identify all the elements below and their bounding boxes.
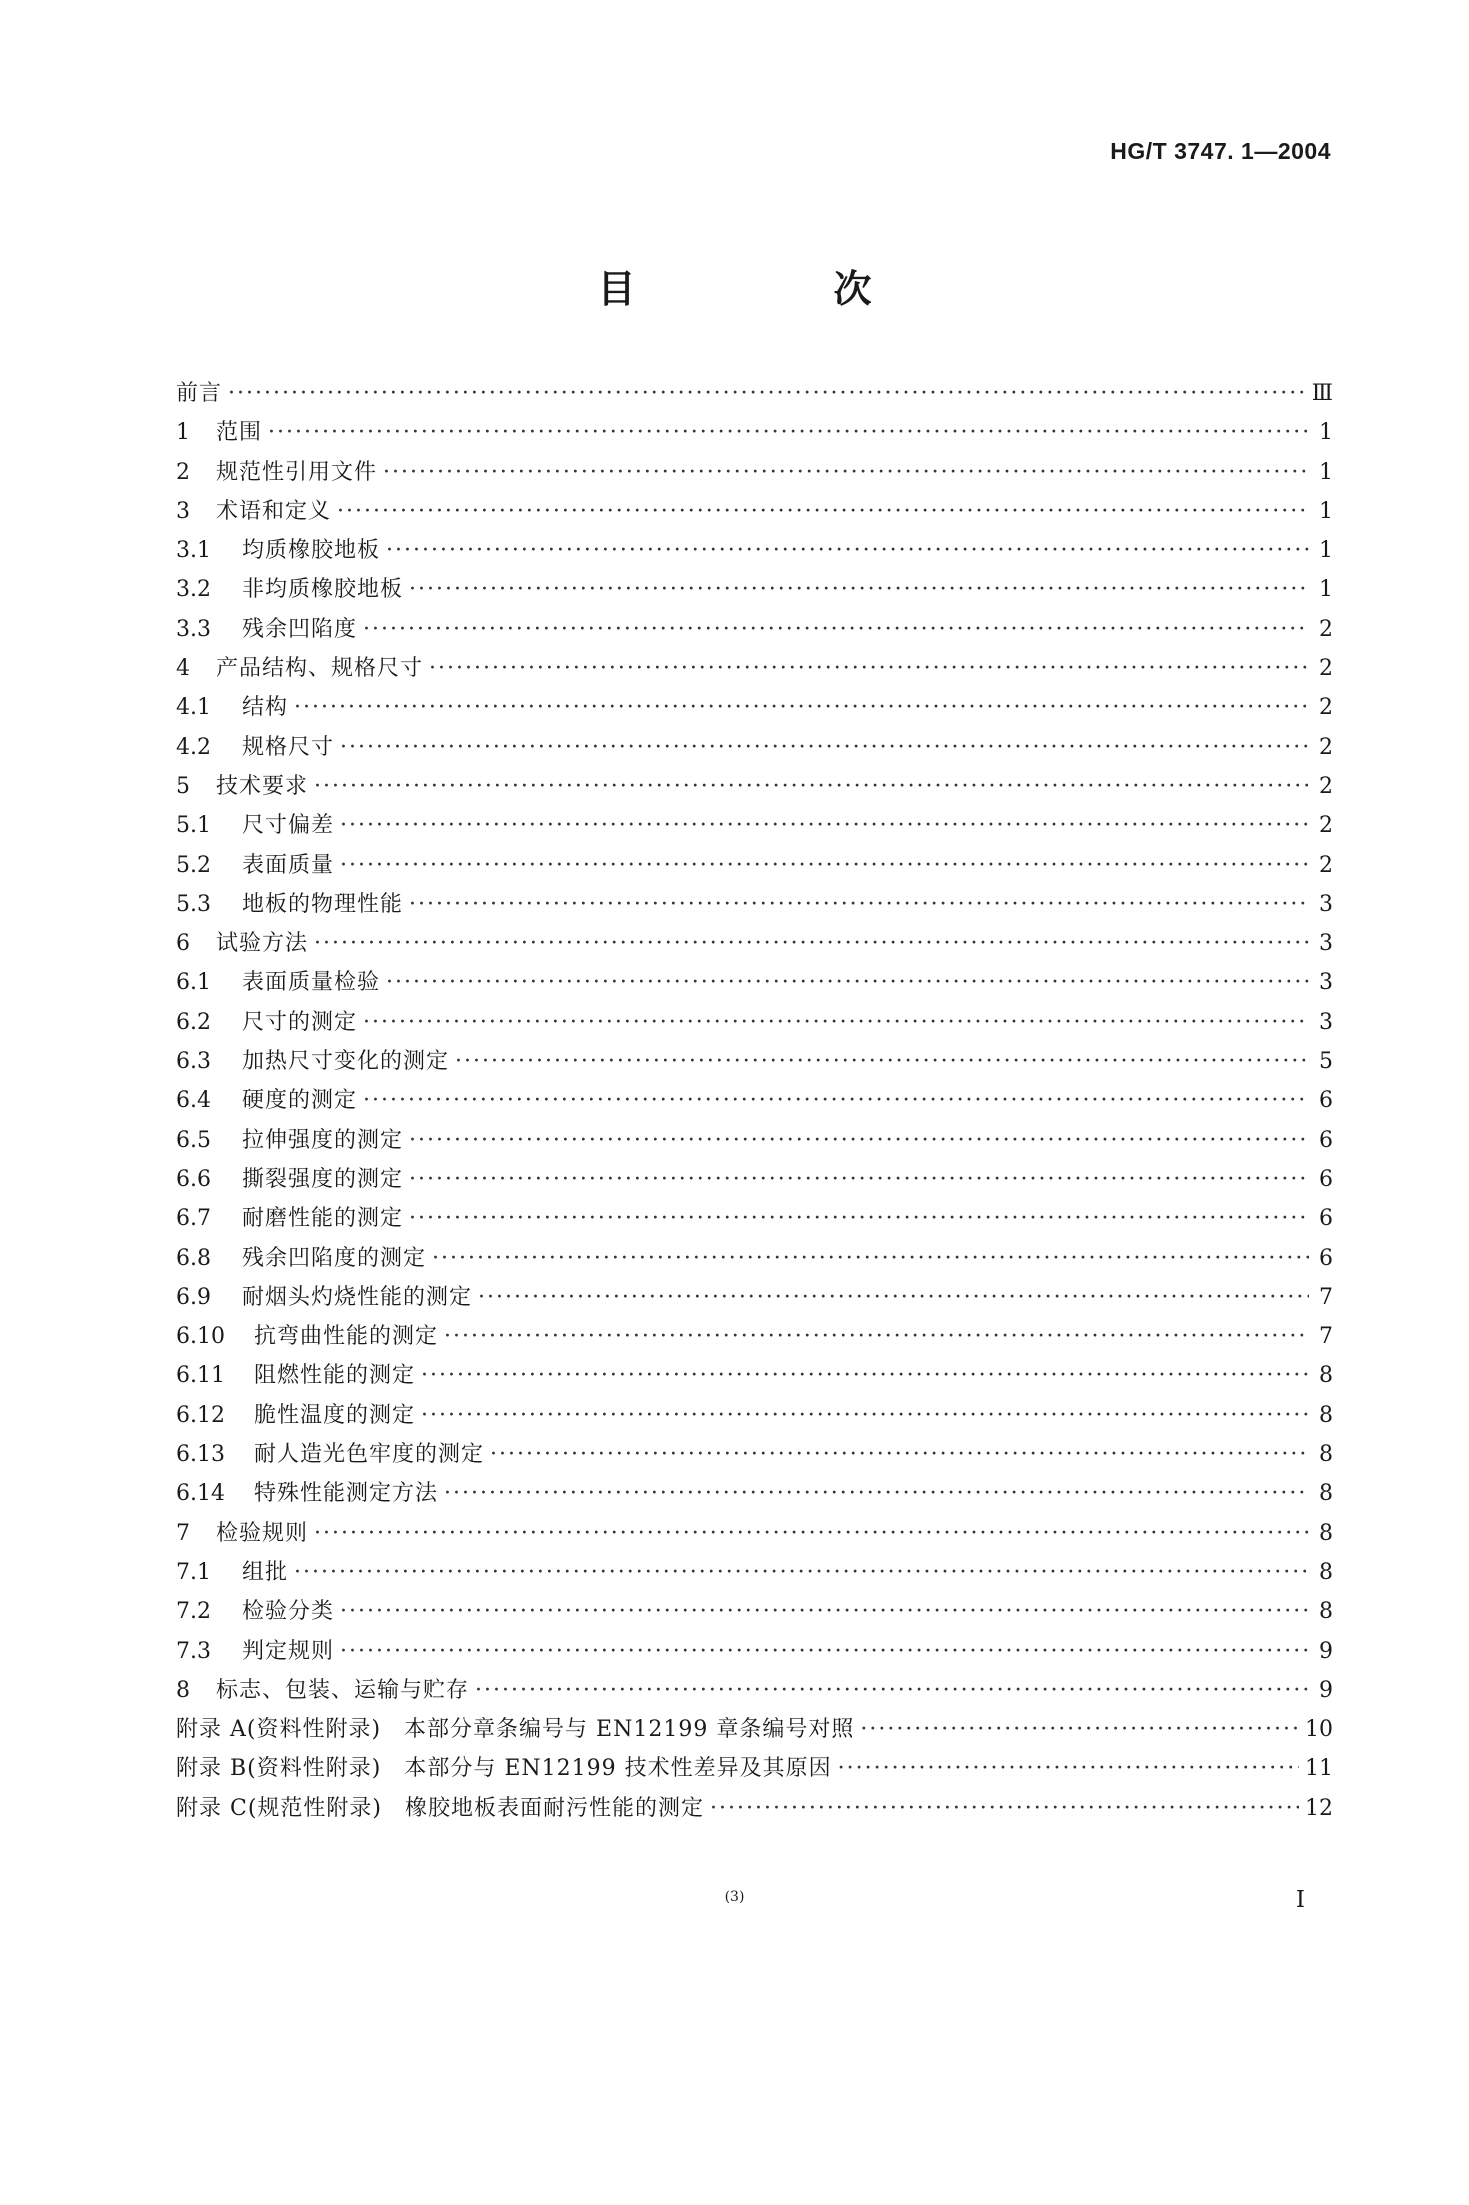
toc-entry-page: 8 — [1319, 1442, 1333, 1468]
toc-entry-title: 抗弯曲性能的测定 — [254, 1324, 439, 1350]
toc-leader-dots — [409, 1128, 1309, 1153]
toc-leader-dots — [444, 1324, 1309, 1349]
toc-entry-page: 6 — [1319, 1166, 1333, 1192]
toc-leader-dots — [294, 695, 1309, 720]
toc-leader-dots — [409, 1167, 1309, 1192]
toc-entry-number: 5.3 — [176, 891, 211, 917]
standard-code: HG/T 3747. 1—2004 — [1110, 138, 1331, 164]
toc-entry-page: 6 — [1319, 1088, 1333, 1114]
toc-entry[interactable] — [176, 1123, 1333, 1162]
toc-entry-page: 2 — [1319, 656, 1333, 682]
toc-entry-number: 5 — [176, 773, 190, 799]
toc-leader-dots — [475, 1678, 1309, 1703]
toc-entry-title: 标志、包装、运输与贮存 — [216, 1677, 470, 1703]
toc-entry-number: 6.1 — [176, 970, 211, 996]
toc-entry-page: 3 — [1319, 931, 1333, 957]
toc-entry-number: 8 — [176, 1677, 190, 1703]
toc-entry-number: 6.13 — [176, 1442, 225, 1468]
toc-entry-page: 2 — [1319, 773, 1333, 799]
toc-entry[interactable] — [176, 1044, 1333, 1083]
toc-entry[interactable] — [176, 533, 1333, 572]
toc-entry-number: 7 — [176, 1520, 190, 1546]
toc-entry[interactable] — [176, 1791, 1333, 1830]
toc-leader-dots — [337, 499, 1309, 524]
toc-entry[interactable] — [176, 1241, 1333, 1280]
toc-entry-title: 范围 — [216, 420, 263, 446]
toc-entry-number: 6.6 — [176, 1166, 211, 1192]
toc-entry[interactable] — [176, 965, 1333, 1004]
toc-entry-number: 6 — [176, 931, 190, 957]
toc-entry-page: 9 — [1319, 1677, 1333, 1703]
toc-entry-page: 3 — [1319, 891, 1333, 917]
toc-entry-page: 2 — [1319, 852, 1333, 878]
toc-entry-title: 残余凹陷度的测定 — [242, 1245, 427, 1271]
toc-entry-title: 前言 — [176, 381, 223, 406]
toc-entry[interactable] — [176, 1594, 1333, 1633]
toc-entry-page: 2 — [1319, 616, 1333, 642]
toc-entry-page: 3 — [1319, 1009, 1333, 1035]
toc-entry-title: 拉伸强度的测定 — [242, 1127, 404, 1153]
toc-entry-title: 附录 A(资料性附录) 本部分章条编号与 EN12199 章条编号对照 — [176, 1717, 855, 1743]
toc-entry-number: 5.2 — [176, 852, 211, 878]
toc-leader-dots — [363, 1010, 1309, 1035]
toc-entry-title: 尺寸的测定 — [242, 1009, 358, 1035]
toc-entry-page: 8 — [1319, 1599, 1333, 1625]
toc-entry[interactable] — [176, 651, 1333, 690]
toc-entry[interactable] — [176, 572, 1333, 611]
toc-leader-dots — [340, 735, 1309, 760]
toc-entry[interactable] — [176, 848, 1333, 887]
toc-entry-number: 4 — [176, 656, 190, 682]
toc-entry-number: 6.14 — [176, 1481, 225, 1507]
toc-entry[interactable] — [176, 1280, 1333, 1319]
toc-entry[interactable] — [176, 1005, 1333, 1044]
toc-entry-number: 1 — [176, 420, 190, 446]
toc-entry-page: 2 — [1319, 813, 1333, 839]
toc-entry-title: 表面质量检验 — [242, 970, 381, 996]
toc-entry-title: 耐烟头灼烧性能的测定 — [242, 1284, 473, 1310]
toc-entry-page: 9 — [1319, 1638, 1333, 1664]
toc-entry-number: 3.2 — [176, 577, 211, 603]
toc-entry[interactable] — [176, 1162, 1333, 1201]
print-sequence-number: (3) — [724, 1889, 745, 1905]
toc-leader-dots — [429, 656, 1309, 681]
toc-entry-title: 试验方法 — [216, 931, 309, 957]
toc-leader-dots — [340, 813, 1309, 838]
page-number: I — [1295, 1887, 1305, 1913]
toc-entry-number: 6.3 — [176, 1049, 211, 1075]
toc-entry-page: 8 — [1319, 1363, 1333, 1389]
toc-leader-dots — [340, 853, 1309, 878]
toc-entry[interactable] — [176, 769, 1333, 808]
toc-leader-dots — [314, 931, 1309, 956]
toc-leader-dots — [838, 1756, 1299, 1781]
toc-entry-title: 尺寸偏差 — [242, 813, 335, 839]
toc-leader-dots — [314, 774, 1309, 799]
toc-entry[interactable] — [176, 1201, 1333, 1240]
toc-entry-title: 结构 — [242, 695, 289, 721]
toc-entry-title: 附录 C(规范性附录) 橡胶地板表面耐污性能的测定 — [176, 1795, 704, 1821]
toc-entry-title: 特殊性能测定方法 — [254, 1481, 439, 1507]
toc-entry[interactable] — [176, 415, 1333, 454]
toc-entry-number: 3.3 — [176, 616, 211, 642]
toc-entry-page: 3 — [1319, 970, 1333, 996]
toc-leader-dots — [409, 577, 1309, 602]
toc-leader-dots — [268, 420, 1309, 445]
toc-entry-title: 均质橡胶地板 — [242, 538, 381, 564]
toc-entry[interactable] — [176, 808, 1333, 847]
toc-entry-number: 6.8 — [176, 1245, 211, 1271]
toc-entry-number: 7.2 — [176, 1599, 211, 1625]
toc-leader-dots — [386, 970, 1309, 995]
toc-entry-page: 7 — [1319, 1324, 1333, 1350]
toc-entry-number: 3.1 — [176, 538, 211, 564]
toc-entry-title: 检验分类 — [242, 1599, 335, 1625]
toc-leader-dots — [228, 381, 1306, 406]
toc-leader-dots — [340, 1599, 1309, 1624]
toc-entry-title: 硬度的测定 — [242, 1088, 358, 1114]
toc-entry-page: 1 — [1319, 577, 1333, 603]
toc-entry[interactable] — [176, 1673, 1333, 1712]
toc-entry-number: 6.12 — [176, 1402, 225, 1428]
toc-entry-page: 6 — [1319, 1206, 1333, 1232]
toc-entry[interactable] — [176, 1516, 1333, 1555]
table-of-contents — [176, 376, 1333, 1830]
toc-entry-page: Ⅲ — [1311, 381, 1333, 406]
toc-entry[interactable] — [176, 1555, 1333, 1594]
toc-leader-dots — [383, 460, 1309, 485]
toc-leader-dots — [386, 538, 1309, 563]
toc-entry-number: 3 — [176, 498, 190, 524]
toc-leader-dots — [340, 1639, 1309, 1664]
toc-entry-page: 10 — [1305, 1717, 1333, 1743]
toc-entry-title: 规格尺寸 — [242, 734, 335, 760]
toc-entry-page: 8 — [1319, 1402, 1333, 1428]
toc-entry[interactable] — [176, 1083, 1333, 1122]
toc-entry-number: 6.7 — [176, 1206, 211, 1232]
toc-entry-page: 8 — [1319, 1559, 1333, 1585]
toc-entry[interactable] — [176, 1319, 1333, 1358]
toc-leader-dots — [432, 1246, 1309, 1271]
toc-entry-page: 1 — [1319, 498, 1333, 524]
toc-entry-title: 术语和定义 — [216, 498, 332, 524]
toc-entry[interactable] — [176, 1634, 1333, 1673]
toc-entry-title: 检验规则 — [216, 1520, 309, 1546]
toc-entry[interactable] — [176, 1751, 1333, 1790]
toc-entry-title: 附录 B(资料性附录) 本部分与 EN12199 技术性差异及其原因 — [176, 1756, 832, 1782]
toc-entry-number: 6.4 — [176, 1088, 211, 1114]
toc-entry[interactable] — [176, 494, 1333, 533]
toc-entry-title: 产品结构、规格尺寸 — [216, 656, 424, 682]
toc-entry-page: 12 — [1305, 1795, 1333, 1821]
toc-entry-number: 6.10 — [176, 1324, 225, 1350]
toc-entry-number: 6.5 — [176, 1127, 211, 1153]
toc-entry-page: 11 — [1305, 1756, 1333, 1782]
toc-entry-number: 6.11 — [176, 1363, 225, 1389]
toc-entry-title: 残余凹陷度 — [242, 616, 358, 642]
toc-entry-title: 地板的物理性能 — [242, 891, 404, 917]
toc-entry-page: 2 — [1319, 734, 1333, 760]
toc-entry-title: 耐磨性能的测定 — [242, 1206, 404, 1232]
toc-entry[interactable] — [176, 1712, 1333, 1751]
toc-leader-dots — [455, 1049, 1309, 1074]
toc-entry-page: 2 — [1319, 695, 1333, 721]
toc-leader-dots — [444, 1481, 1309, 1506]
toc-entry-title: 表面质量 — [242, 852, 335, 878]
toc-leader-dots — [409, 1206, 1309, 1231]
toc-entry-number: 6.9 — [176, 1284, 211, 1310]
toc-entry[interactable] — [176, 730, 1333, 769]
toc-entry-page: 8 — [1319, 1481, 1333, 1507]
toc-leader-dots — [860, 1717, 1299, 1742]
toc-leader-dots — [363, 617, 1309, 642]
toc-entry-page: 1 — [1319, 459, 1333, 485]
toc-entry-title: 阻燃性能的测定 — [254, 1363, 416, 1389]
toc-entry-number: 4.2 — [176, 734, 211, 760]
toc-entry-title: 耐人造光色牢度的测定 — [254, 1442, 485, 1468]
toc-entry-page: 5 — [1319, 1049, 1333, 1075]
toc-leader-dots — [409, 892, 1309, 917]
toc-entry[interactable] — [176, 887, 1333, 926]
toc-entry-number: 4.1 — [176, 695, 211, 721]
toc-leader-dots — [314, 1521, 1309, 1546]
toc-entry-number: 7.1 — [176, 1559, 211, 1585]
toc-entry-page: 8 — [1319, 1520, 1333, 1546]
toc-entry-page: 6 — [1319, 1245, 1333, 1271]
toc-entry-title: 脆性温度的测定 — [254, 1402, 416, 1428]
toc-entry[interactable] — [176, 612, 1333, 651]
toc-entry-page: 6 — [1319, 1127, 1333, 1153]
toc-entry-page: 7 — [1319, 1284, 1333, 1310]
toc-entry[interactable] — [176, 1358, 1333, 1397]
toc-entry-title: 判定规则 — [242, 1638, 335, 1664]
toc-entry-title: 非均质橡胶地板 — [242, 577, 404, 603]
toc-leader-dots — [490, 1442, 1309, 1467]
toc-entry[interactable] — [176, 1437, 1333, 1476]
toc-entry[interactable] — [176, 1398, 1333, 1437]
toc-entry[interactable] — [176, 455, 1333, 494]
toc-entry[interactable] — [176, 690, 1333, 729]
toc-entry-title: 技术要求 — [216, 773, 309, 799]
toc-leader-dots — [421, 1403, 1309, 1428]
toc-entry-number: 7.3 — [176, 1638, 211, 1664]
toc-entry-number: 6.2 — [176, 1009, 211, 1035]
toc-entry[interactable] — [176, 1476, 1333, 1515]
toc-entry-title: 组批 — [242, 1559, 289, 1585]
toc-leader-dots — [421, 1363, 1309, 1388]
toc-entry-number: 2 — [176, 459, 190, 485]
toc-entry-title: 规范性引用文件 — [216, 459, 378, 485]
toc-entry-page: 1 — [1319, 420, 1333, 446]
toc-entry-number: 5.1 — [176, 813, 211, 839]
toc-leader-dots — [478, 1285, 1309, 1310]
toc-entry-page: 1 — [1319, 538, 1333, 564]
toc-leader-dots — [294, 1560, 1309, 1585]
page-title: 目 次 — [597, 267, 952, 311]
toc-leader-dots — [710, 1796, 1299, 1821]
toc-entry[interactable] — [176, 376, 1333, 415]
toc-leader-dots — [363, 1088, 1309, 1113]
toc-entry-title: 加热尺寸变化的测定 — [242, 1049, 450, 1075]
toc-entry[interactable] — [176, 926, 1333, 965]
toc-entry-title: 撕裂强度的测定 — [242, 1166, 404, 1192]
